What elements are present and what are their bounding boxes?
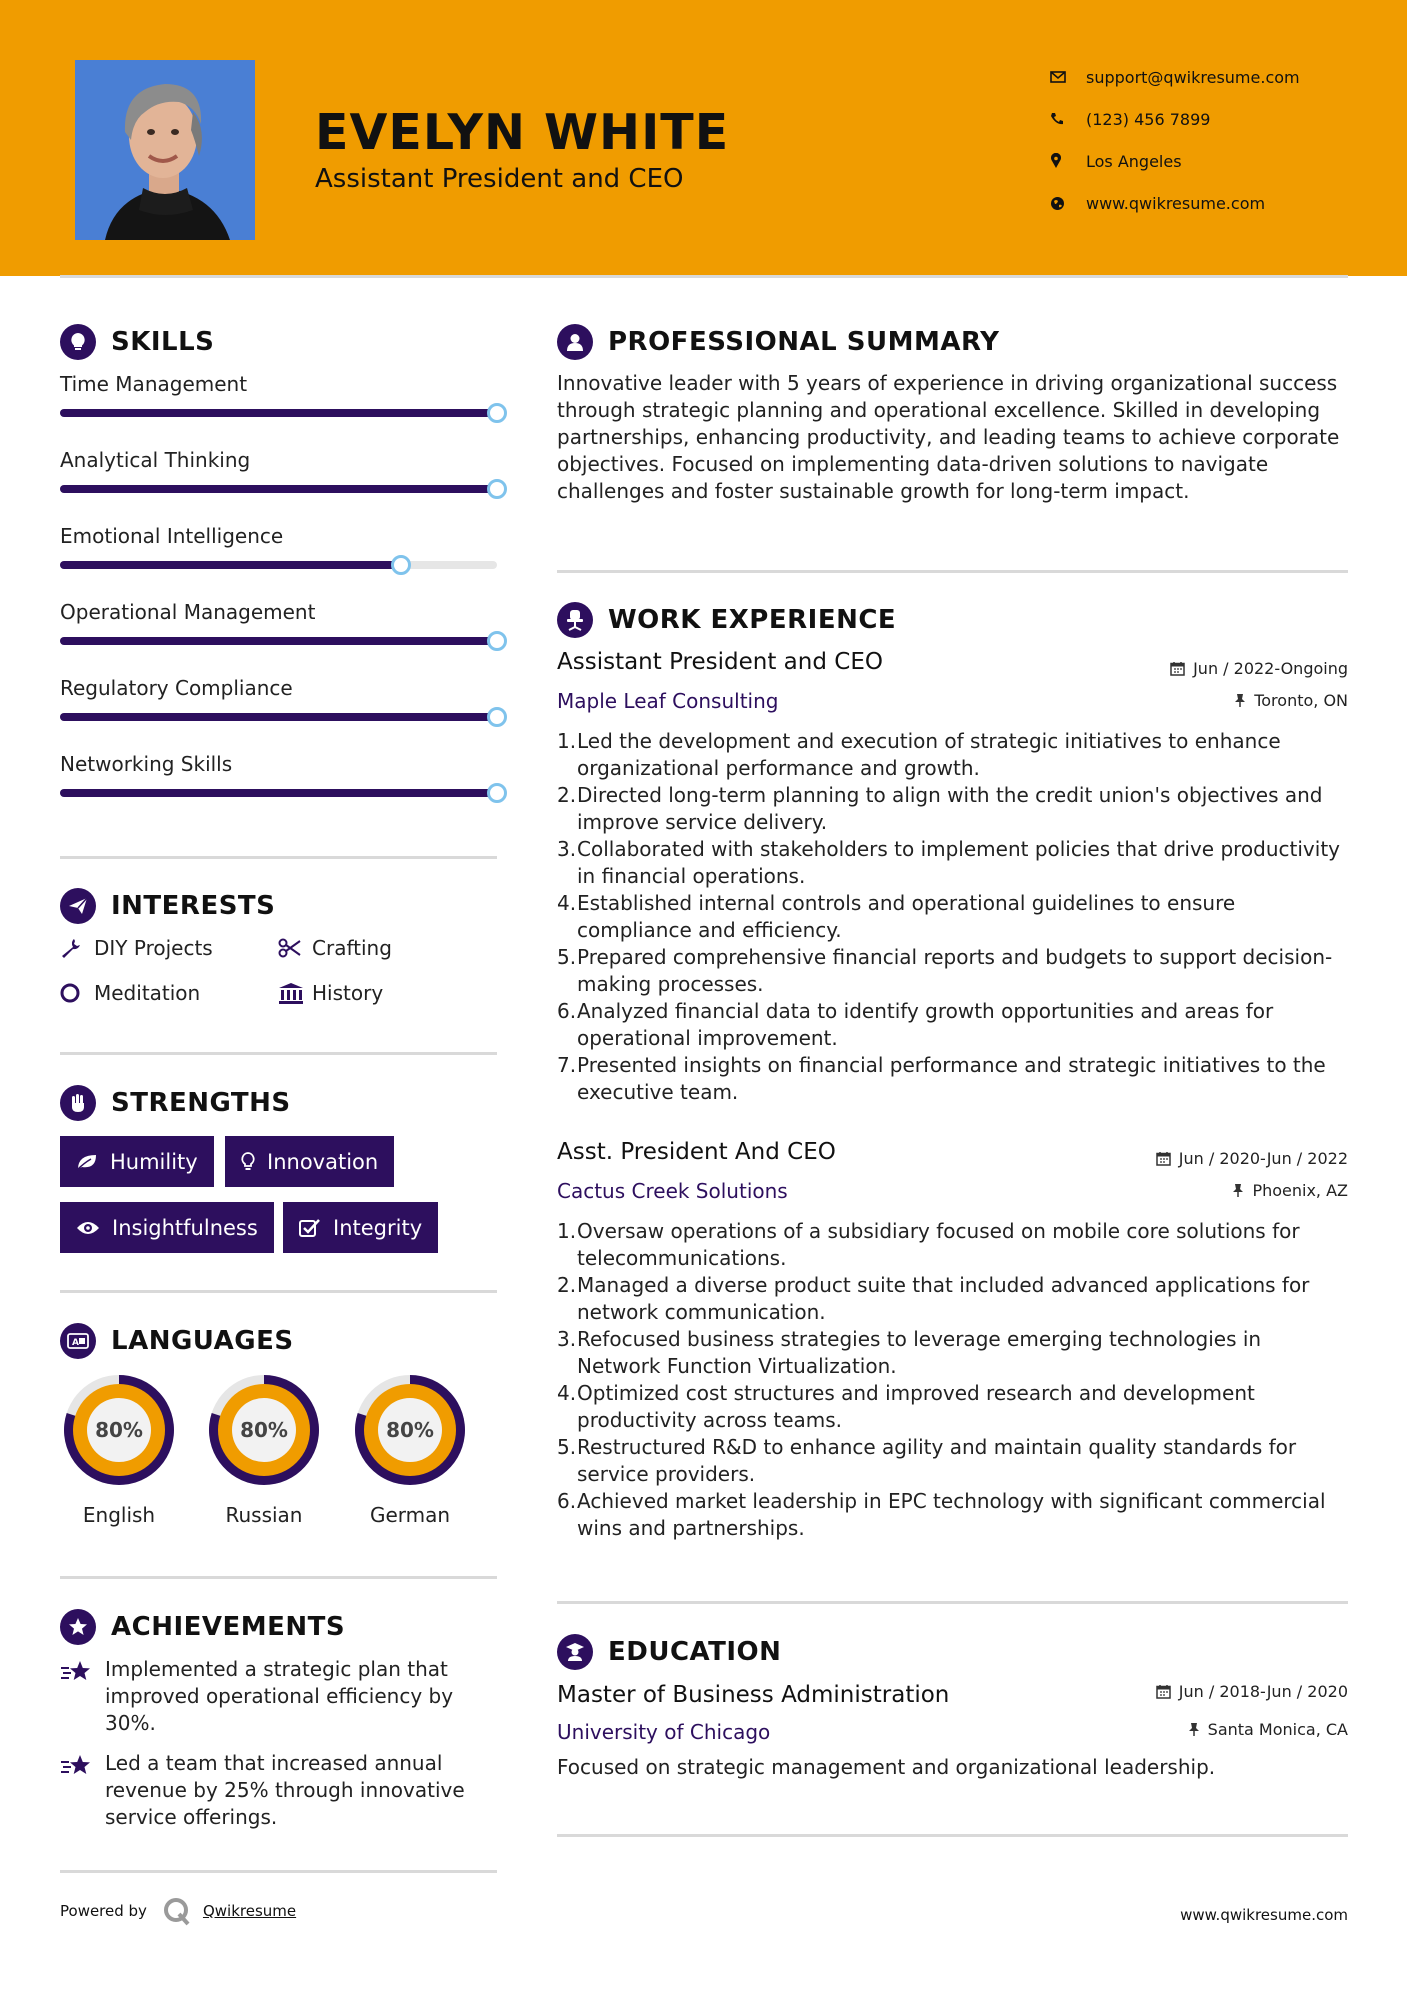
skill-item: [60, 372, 510, 396]
achievement-text: Led a team that increased annual revenue by 25% through innovative service offerings.: [105, 1751, 465, 1829]
powered-by-text: Powered by: [60, 1902, 147, 1920]
star-badge-icon: [60, 1609, 96, 1645]
language-item: [203, 1369, 325, 1527]
summary-text: Innovative leader with 5 years of experience in driving organizational success through strategic planning and operational excellence. Skilled in developing partnerships, enhancing productivity, and leading teams to achieve corporate objectives. Focused on implementing data-driven solutions to navigate challenges and foster sustainable growth for long-term impact.: [557, 371, 1340, 503]
section-divider: [60, 1576, 497, 1579]
language-name: Russian: [225, 1503, 303, 1527]
job-date-text: Jun / 2020-Jun / 2022: [1178, 1149, 1348, 1168]
job-location-text: Phoenix, AZ: [1252, 1181, 1348, 1200]
pushpin-icon: [1188, 1722, 1200, 1737]
language-name: English: [82, 1503, 156, 1527]
job-bullets: [557, 728, 1347, 1106]
skill-bar: [60, 789, 497, 797]
education-degree: Master of Business Administration: [557, 1682, 950, 1708]
job-date: [1156, 1149, 1348, 1168]
language-item: [349, 1369, 471, 1527]
skill-bar: [60, 637, 497, 645]
education-description: Focused on strategic management and organizational leadership.: [557, 1755, 1216, 1779]
skill-name: Operational Management: [60, 600, 316, 624]
job-bullet: 5. Prepared comprehensive financial reports and budgets to support decision-making processes.: [557, 945, 1333, 996]
job-date-text: Jun / 2022-Ongoing: [1193, 659, 1348, 678]
contact-list: [1050, 56, 1300, 224]
job-company: Cactus Creek Solutions: [557, 1179, 788, 1203]
interest-item: [278, 981, 383, 1005]
job-title: Assistant President and CEO: [557, 649, 883, 675]
achievements-heading: [60, 1609, 345, 1645]
leaf-icon: [76, 1153, 98, 1171]
education-heading: [557, 1634, 781, 1670]
skill-bar-knob: [487, 631, 507, 651]
skill-name: Regulatory Compliance: [60, 676, 293, 700]
skill-bar: [60, 713, 497, 721]
job-bullet: 5. Restructured R&D to enhance agility and maintain quality standards for service providers.: [557, 1435, 1297, 1486]
office-chair-icon: [557, 602, 593, 638]
interest-item: [278, 936, 392, 960]
calendar-icon: [1170, 661, 1185, 676]
language-ring: [349, 1369, 471, 1491]
checkbox-icon: [299, 1218, 321, 1238]
languages-heading: [60, 1323, 294, 1359]
skill-item: [60, 676, 510, 700]
strength-label: Integrity: [333, 1215, 423, 1240]
wrench-icon: [60, 937, 94, 959]
achievement-item: [60, 1750, 500, 1831]
skills-heading: [60, 324, 214, 360]
circle-icon: [60, 982, 94, 1004]
contact-location: [1050, 140, 1300, 182]
section-divider: [60, 1870, 497, 1873]
skill-bar: [60, 409, 497, 417]
skills-title: SKILLS: [111, 327, 215, 357]
skill-item: [60, 752, 510, 776]
interest-label: History: [312, 981, 384, 1005]
education-date-text: Jun / 2018-Jun / 2020: [1178, 1682, 1348, 1701]
skill-bar-fill: [60, 789, 497, 797]
candidate-role: Assistant President and CEO: [315, 164, 684, 194]
education-date: [1156, 1682, 1348, 1701]
achievement-text: Implemented a strategic plan that improved operational efficiency by 30%.: [105, 1657, 454, 1735]
section-divider: [557, 1601, 1348, 1604]
education-location-text: Santa Monica, CA: [1207, 1720, 1348, 1739]
job-bullet: 6. Analyzed financial data to identify growth opportunities and areas for operational improvement.: [557, 999, 1274, 1050]
contact-website[interactable]: [1050, 182, 1300, 224]
phone-icon: [1050, 112, 1086, 126]
job-bullet: 2. Managed a diverse product suite that included advanced applications for network communication.: [557, 1273, 1310, 1324]
museum-icon: [278, 982, 312, 1004]
education-title: EDUCATION: [608, 1637, 782, 1667]
lightbulb-icon: [241, 1152, 255, 1172]
language-ring: [203, 1369, 325, 1491]
contact-phone[interactable]: [1050, 98, 1300, 140]
skill-name: Emotional Intelligence: [60, 524, 284, 548]
fist-icon: [60, 1085, 96, 1121]
achievements-title: ACHIEVEMENTS: [111, 1612, 346, 1642]
svg-text:A: A: [72, 1338, 80, 1348]
strength-badge: [225, 1136, 394, 1187]
contact-phone-text: (123) 456 7899: [1086, 109, 1211, 129]
qwikresume-logo-icon: [161, 1896, 193, 1926]
pushpin-icon: [1232, 1183, 1244, 1198]
candidate-name: EVELYN WHITE: [315, 104, 730, 161]
language-percent: 80%: [240, 1418, 288, 1442]
job-bullet: 4. Optimized cost structures and improved research and development productivity across teams.: [557, 1381, 1255, 1432]
strengths-title: STRENGTHS: [111, 1088, 291, 1118]
job-bullet: 7. Presented insights on financial performance and strategic initiatives to the executive team.: [557, 1053, 1326, 1104]
skill-bar-knob: [487, 403, 507, 423]
section-divider: [60, 1290, 497, 1293]
interests-title: INTERESTS: [111, 891, 276, 921]
calendar-icon: [1156, 1684, 1171, 1699]
star-icon: [60, 1656, 105, 1737]
skill-bar-knob: [487, 707, 507, 727]
pushpin-icon: [1234, 693, 1246, 708]
interest-item: [60, 981, 200, 1005]
qwikresume-link[interactable]: Qwikresume: [202, 1902, 297, 1920]
skill-bar-fill: [60, 713, 497, 721]
section-divider: [557, 570, 1348, 573]
section-divider: [60, 856, 497, 859]
language-icon: [60, 1323, 96, 1359]
job-bullet: 3. Collaborated with stakeholders to implement policies that drive productivity in financial operations.: [557, 837, 1340, 888]
achievement-item: [60, 1656, 500, 1737]
language-percent: 80%: [386, 1418, 434, 1442]
section-divider: [557, 1834, 1348, 1837]
calendar-icon: [1156, 1151, 1171, 1166]
interest-label: Crafting: [312, 936, 392, 960]
job-location-text: Toronto, ON: [1254, 691, 1348, 710]
skill-bar: [60, 561, 497, 569]
footer-powered-by: [60, 1896, 296, 1926]
job-bullet: 1. Led the development and execution of strategic initiatives to enhance organizational performance and growth.: [557, 729, 1281, 780]
job-title: Asst. President And CEO: [557, 1139, 836, 1165]
job-bullet: 1. Oversaw operations of a subsidiary focused on mobile core solutions for telecommunications.: [557, 1219, 1300, 1270]
star-icon: [60, 1750, 105, 1831]
job-bullet: 3. Refocused business strategies to leverage emerging technologies in Network Function Virtualization.: [557, 1327, 1262, 1378]
interest-label: Meditation: [94, 981, 201, 1005]
footer-url[interactable]: www.qwikresume.com: [1180, 1906, 1348, 1924]
scissors-icon: [278, 938, 312, 958]
language-ring: [58, 1369, 180, 1491]
job-location: [1232, 1181, 1348, 1200]
map-pin-icon: [1050, 153, 1086, 169]
contact-location-text: Los Angeles: [1086, 151, 1182, 171]
job-bullet: 6. Achieved market leadership in EPC technology with significant commercial wins and partnerships.: [557, 1489, 1326, 1540]
portrait-image: [75, 60, 255, 240]
language-percent: 80%: [95, 1418, 143, 1442]
user-icon: [557, 324, 593, 360]
strength-label: Innovation: [267, 1149, 379, 1174]
profile-photo: [75, 60, 255, 240]
skill-bar-knob: [487, 783, 507, 803]
interest-label: DIY Projects: [94, 936, 213, 960]
education-school: University of Chicago: [557, 1720, 771, 1744]
lightbulb-icon: [60, 324, 96, 360]
contact-email-text: support@qwikresume.com: [1086, 67, 1300, 87]
envelope-icon: [1050, 71, 1086, 83]
skill-bar-knob: [487, 479, 507, 499]
experience-heading: [557, 602, 896, 638]
skill-item: [60, 448, 510, 472]
skill-name: Networking Skills: [60, 752, 233, 776]
experience-title: WORK EXPERIENCE: [608, 605, 897, 635]
strengths-heading: [60, 1085, 291, 1121]
header-divider: [60, 275, 1348, 278]
graduate-icon: [557, 1634, 593, 1670]
education-location: [1188, 1720, 1348, 1739]
job-company: Maple Leaf Consulting: [557, 689, 779, 713]
summary-heading: [557, 324, 999, 360]
section-divider: [60, 1052, 497, 1055]
skill-bar: [60, 485, 497, 493]
strength-badge: [60, 1202, 274, 1253]
strength-badge: [283, 1202, 438, 1253]
contact-email[interactable]: [1050, 56, 1300, 98]
interests-heading: [60, 888, 275, 924]
strength-label: Insightfulness: [112, 1215, 258, 1240]
job-bullet: 4. Established internal controls and operational guidelines to ensure compliance and efficiency.: [557, 891, 1236, 942]
skill-bar-fill: [60, 561, 401, 569]
eye-icon: [76, 1220, 100, 1236]
interest-item: [60, 936, 213, 960]
skill-name: Analytical Thinking: [60, 448, 251, 472]
skill-item: [60, 600, 510, 624]
strength-label: Humility: [110, 1149, 198, 1174]
job-date: [1170, 659, 1348, 678]
summary-title: PROFESSIONAL SUMMARY: [608, 327, 1000, 357]
job-bullet: 2. Directed long-term planning to align with the credit union's objectives and improve service delivery.: [557, 783, 1323, 834]
languages-title: LANGUAGES: [111, 1326, 294, 1356]
language-item: [58, 1369, 180, 1527]
skill-bar-knob: [391, 555, 411, 575]
skill-bar-fill: [60, 637, 497, 645]
paper-plane-icon: [60, 888, 96, 924]
contact-website-text: www.qwikresume.com: [1086, 193, 1266, 213]
job-bullets: [557, 1218, 1347, 1542]
job-location: [1234, 691, 1348, 710]
strength-badge: [60, 1136, 214, 1187]
skill-item: [60, 524, 510, 548]
language-name: German: [369, 1503, 451, 1527]
skill-name: Time Management: [60, 372, 248, 396]
skill-bar-fill: [60, 409, 497, 417]
resume-header: [0, 0, 1407, 276]
globe-icon: [1050, 196, 1086, 211]
skill-bar-fill: [60, 485, 497, 493]
